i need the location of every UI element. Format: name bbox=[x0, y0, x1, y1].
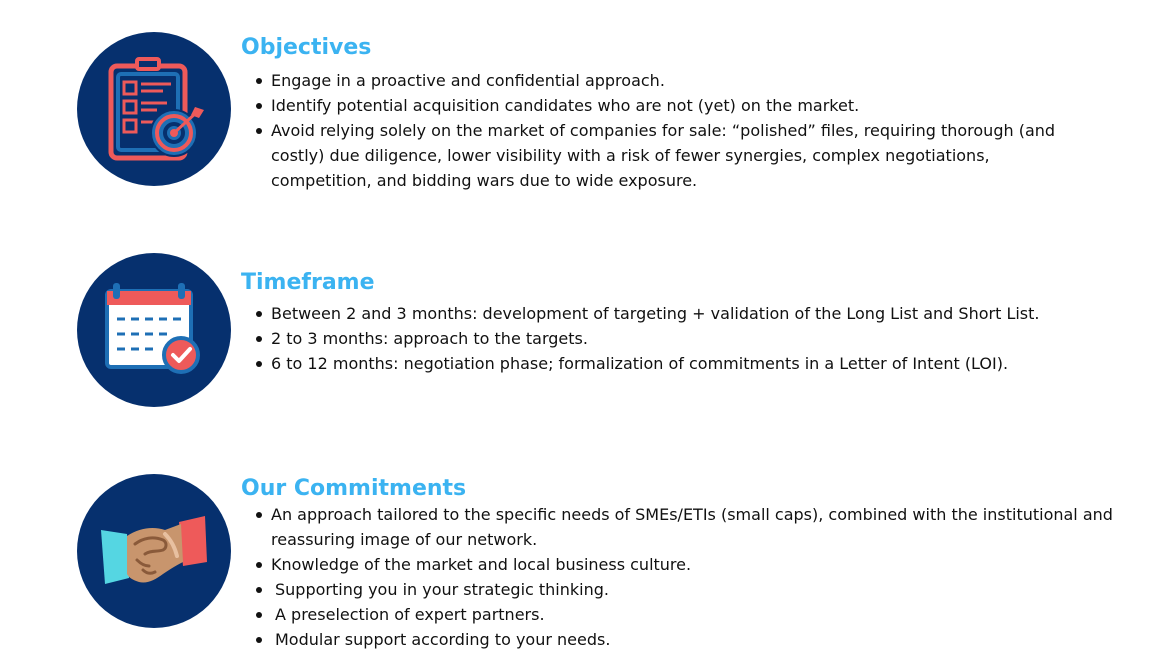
list-item: Engage in a proactive and confidential approach. bbox=[253, 68, 1073, 93]
list-item: Between 2 and 3 months: development of targeting + validation of the Long List and Short List. bbox=[253, 301, 1053, 326]
objectives-bullet-list bbox=[253, 68, 1073, 193]
section-title: Objectives bbox=[241, 35, 372, 60]
calendar-check-icon bbox=[77, 253, 231, 407]
list-item: 6 to 12 months: negotiation phase; formalization of commitments in a Letter of Intent (LOI). bbox=[253, 351, 1053, 376]
timeframe-bullet-list bbox=[253, 301, 1053, 376]
timeframe-icon-circle bbox=[77, 253, 231, 407]
clipboard-target-icon bbox=[77, 32, 231, 186]
list-item: Avoid relying solely on the market of companies for sale: “polished” files, requiring thorough (and costly) due diligence, lower visibility with a risk of fewer synergies, complex negotiations, competition, and bidding wars due to wide exposure. bbox=[253, 118, 1073, 193]
section-title: Our Commitments bbox=[241, 476, 467, 501]
section-title: Timeframe bbox=[241, 270, 375, 295]
commitments-icon-circle bbox=[77, 474, 231, 628]
list-item: A preselection of expert partners. bbox=[253, 602, 1153, 627]
list-item: 2 to 3 months: approach to the targets. bbox=[253, 326, 1053, 351]
list-item: Supporting you in your strategic thinking. bbox=[253, 577, 1153, 602]
objectives-icon-circle bbox=[77, 32, 231, 186]
list-item: Identify potential acquisition candidates who are not (yet) on the market. bbox=[253, 93, 1073, 118]
commitments-bullet-list bbox=[253, 502, 1153, 652]
list-item: Knowledge of the market and local business culture. bbox=[253, 552, 1153, 577]
handshake-icon bbox=[77, 474, 231, 628]
list-item: Modular support according to your needs. bbox=[253, 627, 1153, 652]
list-item: An approach tailored to the specific needs of SMEs/ETIs (small caps), combined with the institutional and reassuring image of our network. bbox=[253, 502, 1153, 552]
